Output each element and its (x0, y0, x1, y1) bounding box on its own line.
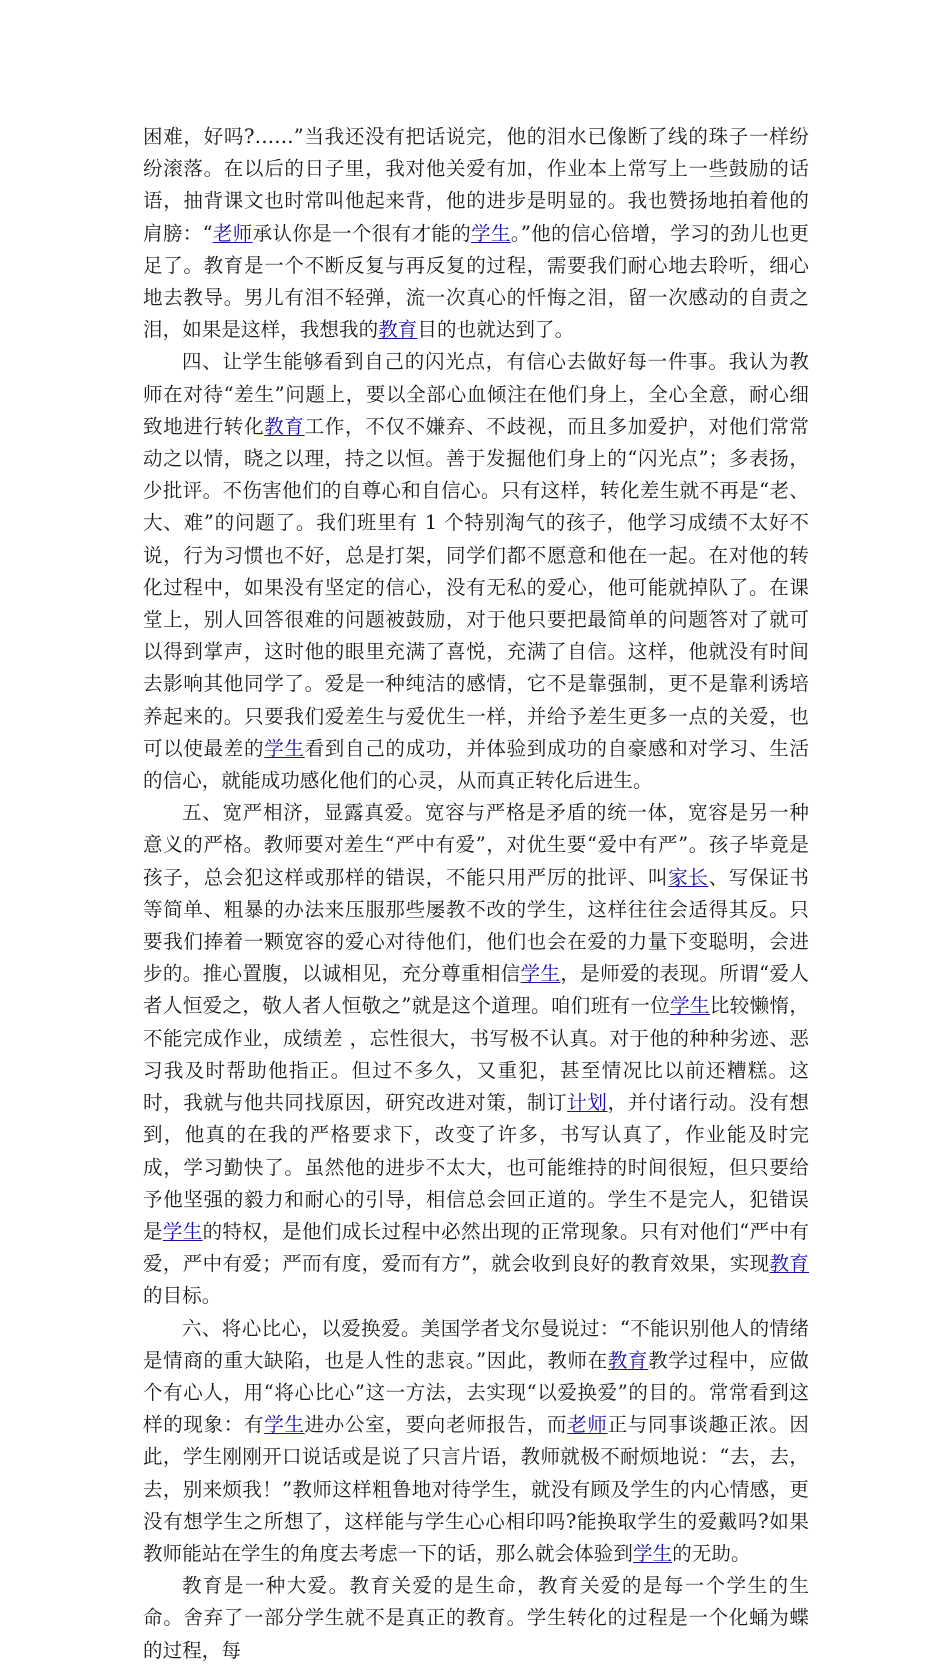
paragraph-text: 正与同事谈趣正浓。因此，学生刚刚开口说话或是说了只言片语，教师就极不耐烦地说：“去，去，去，别来烦我！”教师这样粗鲁地对待学生，就没有顾及学生的内心情感，更没有想学生之所想了，这样能与学生心心相印吗?能换取学生的爱戴吗?如果教师能站在学生的角度去考虑一下的话，那么就会体验到 (143, 1413, 809, 1565)
paragraph-text: 。”他的信心倍增，学习的劲儿也更足了。教育是一个不断反复与再反复的过程，需要我们耐心地去聆听，细心地去教导。男儿有泪不轻弹，流一次真心的忏悔之泪，留一次感动的自责之泪，如果是这样，我想我的 (143, 221, 810, 342)
paragraph-text: 看到自己的成功，并体验到成功的自豪感和对学习、生活的信心，就能成功感化他们的心灵，从而真正转化后进生。 (143, 736, 809, 793)
inline-link[interactable]: 教育 (378, 318, 418, 342)
paragraph-text: 的无助。 (672, 1541, 751, 1565)
inline-link[interactable]: 老师 (567, 1413, 608, 1437)
document-page (143, 121, 809, 1667)
inline-link[interactable]: 计划 (567, 1091, 608, 1115)
inline-link[interactable]: 学生 (520, 962, 561, 986)
inline-link[interactable]: 学生 (264, 736, 305, 760)
inline-link[interactable]: 教育 (607, 1348, 649, 1372)
body-paragraph (143, 121, 809, 346)
inline-link[interactable]: 教育 (769, 1252, 810, 1276)
inline-link[interactable]: 教育 (264, 414, 305, 438)
inline-link[interactable]: 学生 (471, 221, 511, 245)
inline-link[interactable]: 老师 (212, 221, 253, 245)
inline-link[interactable]: 学生 (264, 1413, 305, 1437)
paragraph-text: 六、将心比心，以爱换爱。美国学者戈尔曼说过：“不能识别他人的情绪是情商的重大缺陷，也是人性的悲哀。”因此，教师在 (143, 1316, 809, 1372)
paragraph-text: 、写保证书等简单、粗暴的办法来压服那些屡教不改的学生，这样往往会适得其反。只要我们捧着一颗宽容的爱心对待他们，他们也会在爱的力量下变聪明，会进步的。推心置腹，以诚相见，充分尊重相信 (143, 865, 809, 986)
body-paragraph (143, 797, 809, 1312)
paragraph-text: 困难，好吗?……”当我还没有把话说完，他的泪水已像断了线的珠子一样纷纷滚落。在以后的日子里，我对他关爱有加，作业本上常写上一些鼓励的话语，抽背课文也时常叫他起来背，他的进步是明显的。我也赞扬地拍着他的肩膀：“ (143, 125, 809, 245)
paragraph-text: 进办公室，要向老师报告，而 (304, 1413, 568, 1437)
paragraph-text: 的特权，是他们成长过程中必然出现的正常现象。只有对他们“严中有爱，严中有爱；严而有度，爱而有方”，就会收到良好的教育效果，实现 (143, 1219, 810, 1276)
body-paragraph (143, 346, 809, 797)
paragraph-text: ，是师爱的表现。所谓“爱人者人恒爱之，敬人者人恒敬之”就是这个道理。咱们班有一位 (143, 962, 810, 1018)
body-paragraph (143, 1313, 809, 1571)
paragraph-text: 四、让学生能够看到自己的闪光点，有信心去做好每一件事。我认为教师在对待“差生”问题上，要以全部心血倾注在他们身上，全心全意，耐心细致地进行转化 (143, 350, 809, 438)
paragraph-text: 的目标。 (143, 1284, 222, 1308)
inline-link[interactable]: 学生 (670, 994, 710, 1018)
paragraph-text: 教育是一种大爱。教育关爱的是生命，教育关爱的是每一个学生的生命。舍弃了一部分学生就不是真正的教育。学生转化的过程是一个化蛹为蝶的过程，每 (143, 1574, 809, 1662)
body-paragraph (143, 1570, 809, 1667)
paragraph-text: 五、宽严相济，显露真爱。宽容与严格是矛盾的统一体，宽容是另一种意义的严格。教师要对差生“严中有爱”，对优生要“爱中有严”。孩子毕竟是孩子，总会犯这样或那样的错误，不能只用严厉的批评、叫 (143, 801, 809, 889)
inline-link[interactable]: 学生 (633, 1541, 673, 1565)
inline-link[interactable]: 家长 (668, 865, 709, 889)
paragraph-text: 承认你是一个很有才能的 (252, 221, 472, 245)
paragraph-text: 比较懒惰，不能完成作业，成绩差 ，忘性很大，书写极不认真。对于他的种种劣迹、恶习我及时帮助他指正。但过不多久，又重犯，甚至情况比以前还糟糕。这时，我就与他共同找原因，研究改进对策，制订 (143, 994, 809, 1115)
paragraph-text: 目的也就达到了。 (417, 318, 575, 342)
inline-link[interactable]: 学生 (162, 1219, 203, 1243)
paragraph-text: 工作，不仅不嫌弃、不歧视，而且多加爱护，对他们常常动之以情，晓之以理，持之以恒。善于发掘他们身上的“闪光点”；多表扬，少批评。不伤害他们的自尊心和自信心。只有这样，转化差生就不再是“老、大、难”的问题了。我们班里有 1 个特别淘气的孩子，他学习成绩不太好不说，行为习惯也不好，总是打架，同学们都不愿意和他在一起。在对他的转化过程中，如果没有坚定的信心，没有无私的爱心，他可能就掉队了。在课堂上，别人回答很难的问题被鼓励，对于他只要把最简单的问题答对了就可以得到掌声，这时他的眼里充满了喜悦，充满了自信。这样，他就没有时间去影响其他同学了。爱是一种纯洁的感情，它不是靠强制，更不是靠利诱培养起来的。只要我们爱差生与爱优生一样，并给予差生更多一点的关爱，也可以使最差的 (143, 414, 809, 760)
paragraph-text: 教学过程中，应做个有心人，用“将心比心”这一方法，去实现“以爱换爱”的目的。常常看到这样的现象：有 (143, 1348, 809, 1437)
paragraph-text: ，并付诸行动。没有想到，他真的在我的严格要求下，改变了许多，书写认真了，作业能及时完成，学习勤快了。虽然他的进步不太大，也可能维持的时间很短，但只要给予他坚强的毅力和耐心的引导，相信总会回正道的。学生不是完人，犯错误是 (143, 1091, 809, 1243)
